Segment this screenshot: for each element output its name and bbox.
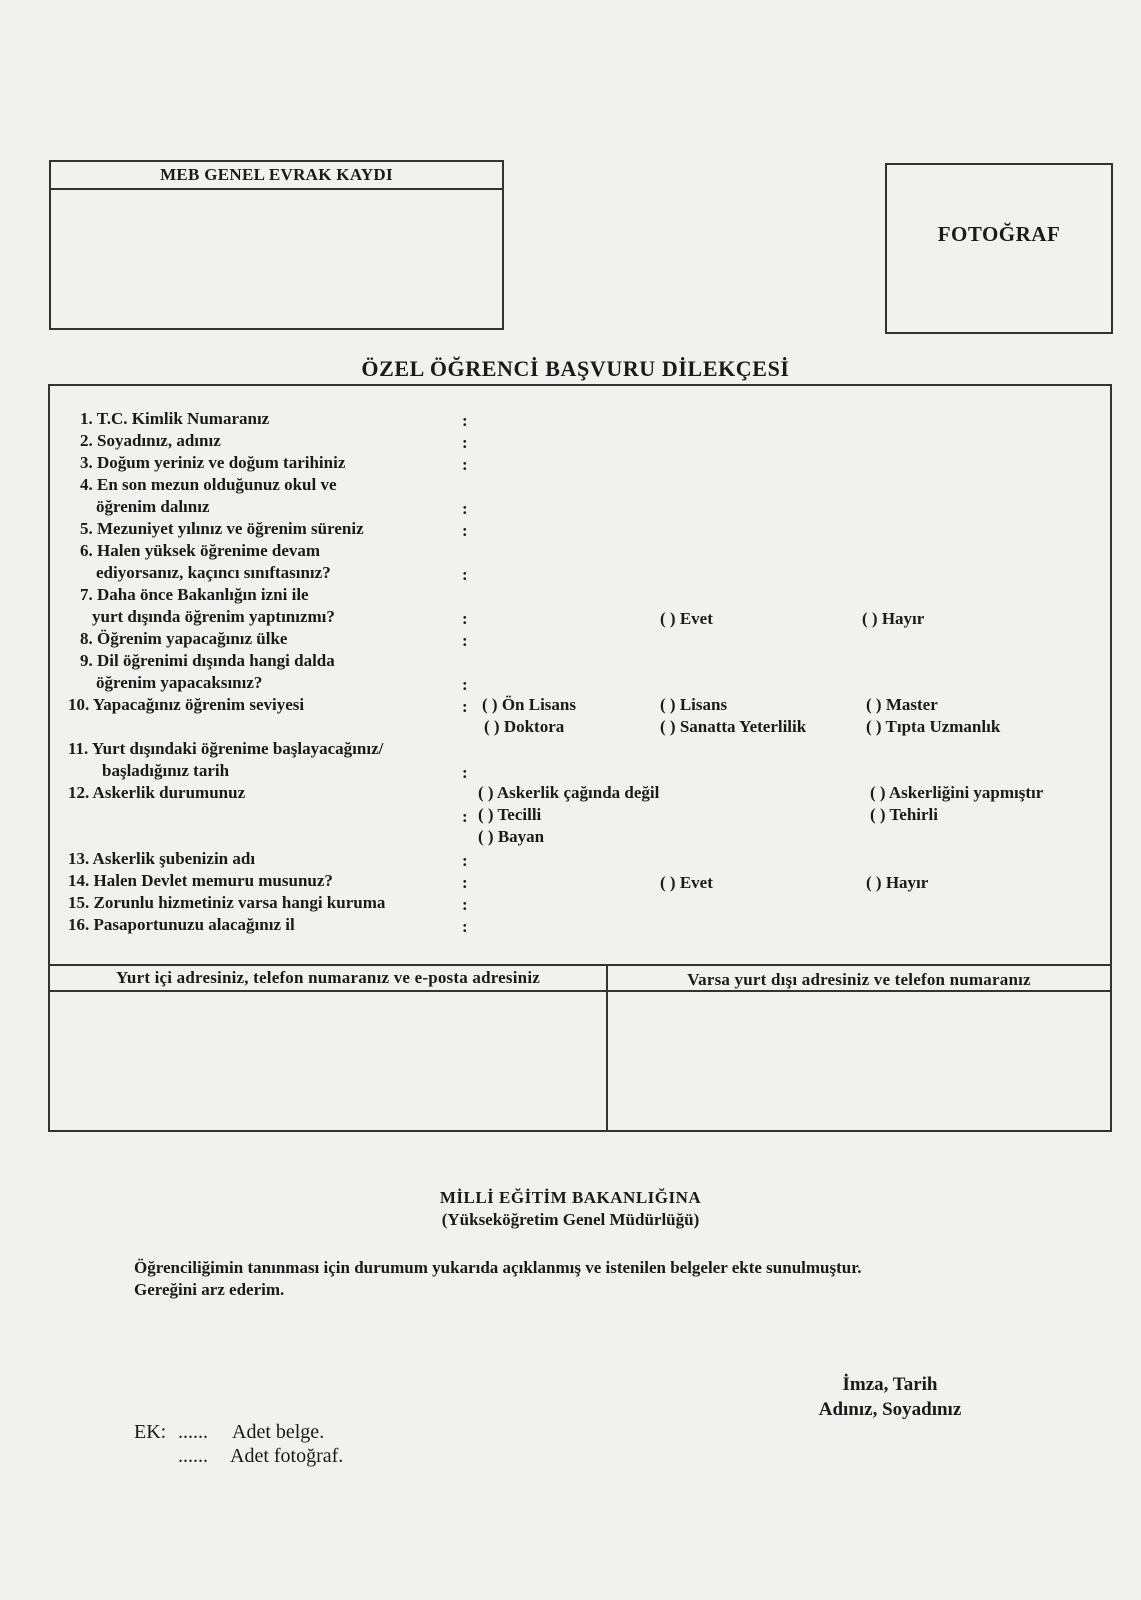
colon-3: : [462,455,468,474]
question-15: 15. Zorunlu hizmetiniz varsa hangi kuruma [68,893,386,912]
attachments-doc-dots: ...... [178,1421,208,1443]
q14-option-no[interactable]: ( ) Hayır [866,873,929,892]
q10-option-master[interactable]: ( ) Master [866,695,938,714]
question-3: 3. Doğum yeriniz ve doğum tarihiniz [80,453,346,472]
attachments-label: EK: [134,1421,167,1443]
q10-option-sanatta-yeterlilik[interactable]: ( ) Sanatta Yeterlilik [660,717,807,736]
question-12: 12. Askerlik durumunuz [68,783,246,802]
photo-label: FOTOĞRAF [937,222,1061,246]
colon-8: : [462,631,468,650]
colon-6: : [462,565,468,584]
photo-box [885,163,1113,334]
question-5: 5. Mezuniyet yılınız ve öğrenim süreniz [80,519,364,538]
colon-15: : [462,895,468,914]
address-section [50,964,1110,1132]
question-2: 2. Soyadınız, adınız [80,431,221,450]
question-9-line-2: öğrenim yapacaksınız? [96,673,263,692]
question-9-line-1: 9. Dil öğrenimi dışında hangi dalda [80,651,335,670]
registry-box [49,160,504,330]
q7-option-yes[interactable]: ( ) Evet [660,609,713,628]
question-10: 10. Yapacağınız öğrenim seviyesi [68,695,305,714]
colon-4: : [462,499,468,518]
q12-option-completed[interactable]: ( ) Askerliğini yapmıştır [870,783,1044,802]
question-16: 16. Pasaportunuzu alacağınız il [68,915,295,934]
q12-option-not-age[interactable]: ( ) Askerlik çağında değil [478,783,660,802]
q10-option-on-lisans[interactable]: ( ) Ön Lisans [482,695,576,714]
abroad-address-label: Varsa yurt dışı adresiniz ve telefon numaranız [687,970,1031,989]
q7-option-no[interactable]: ( ) Hayır [862,609,925,628]
colon-13: : [462,851,468,870]
question-4-line-2: öğrenim dalınız [96,497,210,516]
colon-1: : [462,411,468,430]
question-1: 1. T.C. Kimlik Numaranız [80,409,270,428]
attachments-doc-label: Adet belge. [232,1421,325,1443]
question-6-line-2: ediyorsanız, kaçıncı sınıftasınız? [96,563,331,582]
question-14: 14. Halen Devlet memuru musunuz? [68,871,333,890]
colon-10: : [462,697,468,716]
statement-line-2: Gereğini arz ederim. [134,1280,285,1299]
q10-option-tipta-uzmanlik[interactable]: ( ) Tıpta Uzmanlık [866,717,1001,736]
attachments-photo-dots: ...... [178,1445,208,1467]
registry-label: MEB GENEL EVRAK KAYDI [51,162,502,190]
form-title: ÖZEL ÖĞRENCİ BAŞVURU DİLEKÇESİ [361,356,790,381]
colon-12: : [462,807,468,826]
q12-option-tehirli[interactable]: ( ) Tehirli [870,805,939,824]
q12-option-tecilli[interactable]: ( ) Tecilli [478,805,542,824]
domestic-address-field[interactable] [54,996,602,1126]
statement [134,1257,1094,1301]
question-11-line-1: 11. Yurt dışındaki öğrenime başlayacağınız/ [68,739,384,758]
question-11-line-2: başladığınız tarih [102,761,230,780]
question-8: 8. Öğrenim yapacağınız ülke [80,629,288,648]
signature-date-label: İmza, Tarih [842,1374,938,1395]
address-header-rule-left [50,990,606,992]
question-7-line-2: yurt dışında öğrenim yaptınızmı? [92,607,335,626]
colon-5: : [462,521,468,540]
statement-line-1: Öğrenciliğimin tanınması için durumum yukarıda açıklanmış ve istenilen belgeler ekte sunulmuştur. [134,1258,862,1277]
colon-11: : [462,763,468,782]
ministry-subtitle: (Yükseköğretim Genel Müdürlüğü) [441,1210,700,1229]
question-4-line-1: 4. En son mezun olduğunuz okul ve [80,475,337,494]
form-box [48,384,1112,1132]
colon-7: : [462,609,468,628]
domestic-address-label: Yurt içi adresiniz, telefon numaranız ve e-posta adresiniz [116,968,540,987]
abroad-address-field[interactable] [612,996,1106,1126]
q10-option-doktora[interactable]: ( ) Doktora [484,717,565,736]
colon-2: : [462,433,468,452]
attachments-photo-label: Adet fotoğraf. [230,1445,344,1467]
question-6-line-1: 6. Halen yüksek öğrenime devam [80,541,321,560]
signature-name-label: Adınız, Soyadınız [818,1399,962,1420]
colon-9: : [462,675,468,694]
question-13: 13. Askerlik şubenizin adı [68,849,256,868]
question-7-line-1: 7. Daha önce Bakanlığın izni ile [80,585,309,604]
q10-option-lisans[interactable]: ( ) Lisans [660,695,728,714]
q14-option-yes[interactable]: ( ) Evet [660,873,713,892]
q12-option-bayan[interactable]: ( ) Bayan [478,827,545,846]
ministry-title: MİLLİ EĞİTİM BAKANLIĞINA [439,1188,702,1207]
address-header-rule-right [608,990,1110,992]
colon-16: : [462,917,468,936]
colon-14: : [462,873,468,892]
